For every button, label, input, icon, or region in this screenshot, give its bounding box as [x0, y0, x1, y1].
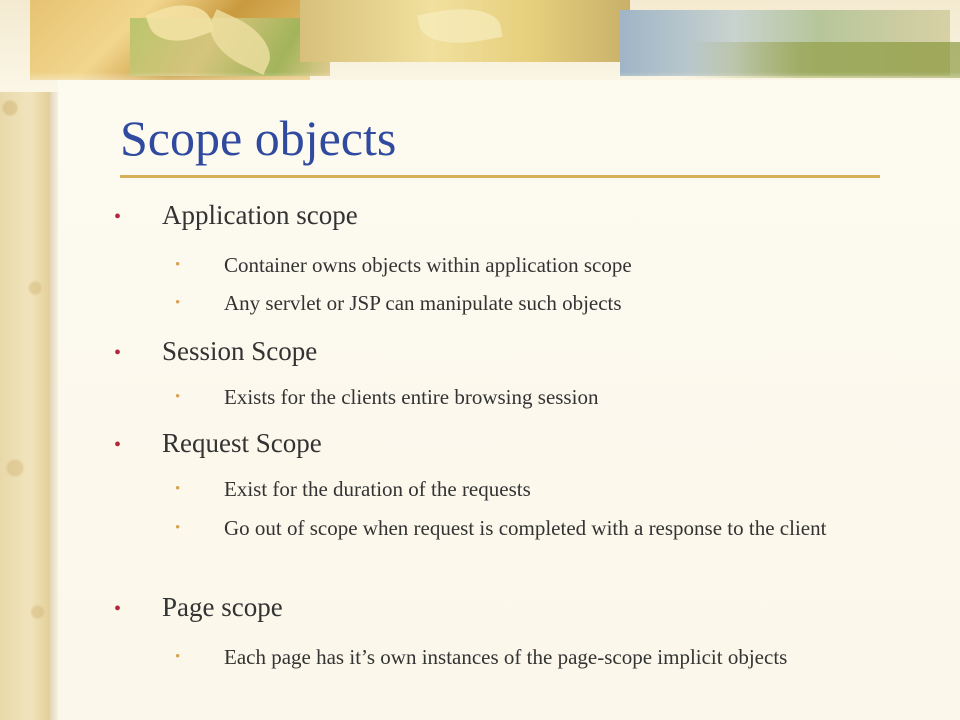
section-heading: Page scope: [162, 592, 283, 622]
bullet-text: Go out of scope when request is completed with a response to the client: [224, 516, 827, 540]
section-heading: Session Scope: [162, 336, 318, 366]
bullet-text: Any servlet or JSP can manipulate such objects: [224, 291, 622, 315]
bullet-marker: •: [175, 649, 181, 665]
bullet-marker: •: [114, 342, 122, 364]
section-heading: Application scope: [162, 200, 358, 230]
bullet-marker: •: [175, 520, 181, 536]
section-heading: Request Scope: [162, 428, 322, 458]
bullet-marker: •: [175, 481, 181, 497]
bullet-text: Each page has it’s own instances of the page-scope implicit objects: [224, 645, 788, 669]
bullet-marker: •: [175, 295, 181, 311]
bullet-text: Exists for the clients entire browsing session: [224, 385, 599, 409]
bullet-marker: •: [114, 598, 122, 620]
bullet-marker: •: [114, 206, 122, 228]
bullet-marker: •: [175, 389, 181, 405]
bullet-marker: •: [114, 434, 122, 456]
bullet-text: Exist for the duration of the requests: [224, 477, 531, 501]
bullet-marker: •: [175, 257, 181, 273]
slide-title: Scope objects: [120, 110, 397, 166]
bullet-text: Container owns objects within application scope: [224, 253, 632, 277]
